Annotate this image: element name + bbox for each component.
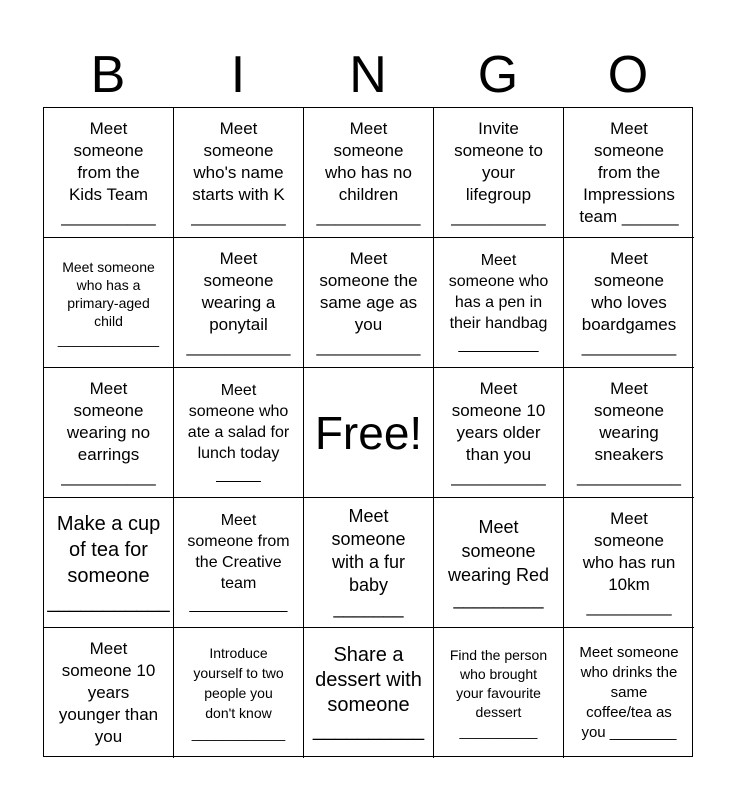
bingo-cell[interactable] — [564, 368, 694, 498]
bingo-grid — [43, 107, 693, 757]
cell-text: Share a dessert with someone __________ — [312, 644, 425, 741]
bingo-cell[interactable] — [564, 238, 694, 368]
bingo-cell[interactable] — [304, 498, 434, 628]
bingo-cell[interactable] — [564, 628, 694, 758]
header-letter-b: B — [90, 46, 126, 104]
cell-text: Meet someone who's name starts with K __________ — [191, 118, 286, 226]
bingo-cell[interactable] — [304, 108, 434, 238]
bingo-cell[interactable] — [44, 498, 174, 628]
bingo-cell[interactable] — [44, 628, 174, 758]
bingo-cell[interactable] — [434, 108, 564, 238]
bingo-cell[interactable] — [174, 368, 304, 498]
cell-text: Meet someone wearing Red _________ — [447, 516, 550, 609]
cell-text: Meet someone from the Impressions team ______ — [579, 118, 679, 226]
cell-text: Meet someone wearing a ponytail ___________ — [186, 248, 291, 356]
bingo-cell[interactable] — [564, 108, 694, 238]
bingo-cell[interactable] — [434, 628, 564, 758]
cell-text: Meet someone who drinks the same coffee/tea as you ________ — [579, 644, 679, 741]
cell-text: Introduce yourself to two people you don't know ____________ — [191, 645, 286, 741]
cell-text: Invite someone to your lifegroup __________ — [451, 118, 546, 226]
bingo-cell[interactable] — [434, 368, 564, 498]
header-letter-g: G — [477, 46, 519, 104]
bingo-cell[interactable] — [174, 238, 304, 368]
cell-text: Meet someone from the Kids Team __________ — [61, 118, 156, 226]
bingo-cell[interactable] — [174, 498, 304, 628]
cell-text: Meet someone with a fur baby _______ — [331, 506, 406, 618]
bingo-cell[interactable] — [304, 238, 434, 368]
cell-text: Meet someone who ate a salad for lunch today _____ — [187, 382, 290, 483]
cell-text: Make a cup of tea for someone ___________ — [47, 512, 170, 613]
cell-text: Meet someone wearing sneakers ___________ — [576, 378, 681, 486]
bingo-cell[interactable] — [304, 628, 434, 758]
bingo-cell[interactable] — [174, 108, 304, 238]
cell-text: Find the person who brought your favourite dessert __________ — [449, 646, 548, 739]
cell-text: Meet someone 10 years older than you __________ — [451, 378, 546, 486]
bingo-cell[interactable] — [44, 238, 174, 368]
bingo-cell[interactable] — [174, 628, 304, 758]
bingo-cell[interactable] — [434, 238, 564, 368]
header-letter-n: N — [349, 46, 387, 104]
bingo-cell[interactable] — [564, 498, 694, 628]
bingo-cell[interactable] — [44, 368, 174, 498]
free-space-cell[interactable] — [304, 368, 434, 498]
cell-text: Meet someone who has no children ___________ — [316, 118, 421, 226]
cell-text: Meet someone wearing no earrings __________ — [61, 378, 156, 486]
cell-text: Meet someone who has a primary-aged child _____________ — [57, 258, 160, 347]
bingo-header — [43, 44, 693, 106]
free-space-label: Free! — [314, 406, 423, 459]
header-letter-o: O — [607, 46, 649, 104]
bingo-cell[interactable] — [44, 108, 174, 238]
bingo-cell[interactable] — [434, 498, 564, 628]
header-letter-i: I — [230, 46, 246, 104]
cell-text: Meet someone who has a pen in their handbag _________ — [448, 252, 549, 353]
cell-text: Meet someone who has run 10km _________ — [582, 508, 676, 616]
cell-text: Meet someone who loves boardgames __________ — [581, 248, 677, 356]
cell-text: Meet someone 10 years younger than you — [58, 639, 159, 746]
cell-text: Meet someone the same age as you ___________ — [316, 248, 421, 356]
cell-text: Meet someone from the Creative team ___________ — [187, 512, 290, 613]
